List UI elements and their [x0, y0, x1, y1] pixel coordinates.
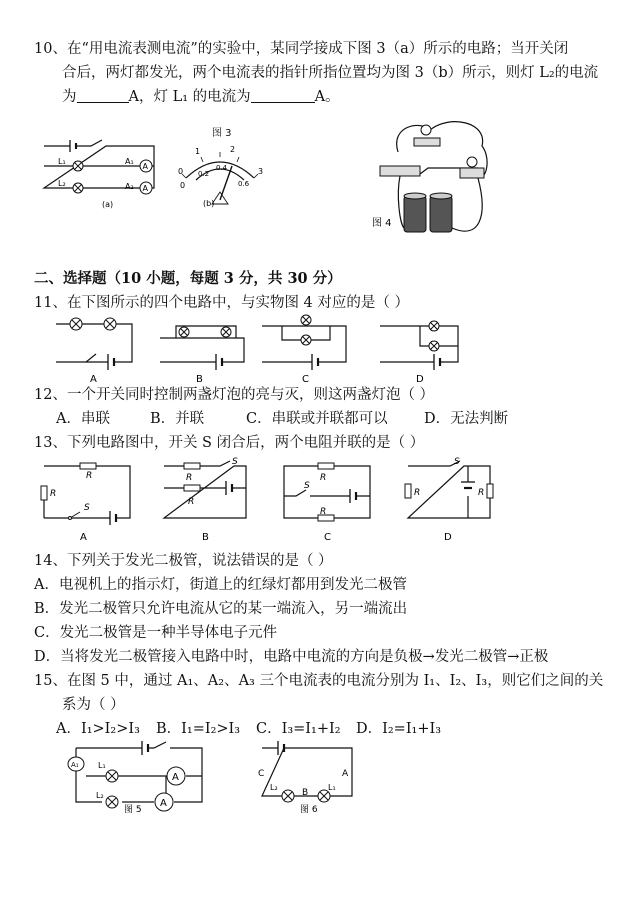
fig3a-caption: (a) — [102, 200, 114, 209]
fig3a-label-l2: L₂ — [58, 179, 66, 188]
fig3a-label-a1: A₁ — [125, 157, 134, 166]
fig6-label-l1: L₁ — [328, 783, 336, 792]
dial-outer-tick-2: 2 — [230, 145, 236, 154]
fig6-label-c: C — [258, 769, 265, 779]
q13-a-r-label-2: R — [50, 489, 57, 499]
q15-option-b[interactable]: B．I₁=I₂>I₃ — [156, 721, 241, 737]
q15-option-d[interactable]: D．I₂=I₁+I₃ — [356, 721, 442, 737]
answer-blank-2[interactable] — [251, 88, 315, 103]
fig6-circuit-diagram — [256, 742, 360, 816]
fig4-caption: 图 4 — [372, 218, 392, 229]
q14-option-b[interactable]: B．发光二极管只允许电流从它的某一端流入，另一端流出 — [34, 601, 408, 617]
fig3a-ammeter-1-symbol: A — [142, 162, 148, 171]
fig6-label-b: B — [302, 788, 309, 798]
q12-option-b[interactable]: B．并联 — [150, 411, 205, 427]
q15-stem-line2: 系为（ ） — [62, 697, 125, 713]
q13-stem: 13、下列电路图中，开关 S 闭合后，两个电阻并联的是（ ） — [34, 435, 425, 451]
fig3b-ammeter-dial — [172, 140, 268, 208]
q14-stem: 14、下列关于发光二极管，说法错误的是（ ） — [34, 553, 333, 569]
q13-b-s-label: S — [232, 457, 238, 467]
q12-stem: 12、一个开关同时控制两盏灯泡的亮与灭，则这两盏灯泡（ ） — [34, 387, 435, 403]
q13-b-r-label-2: R — [188, 497, 195, 507]
q13-option-d-label: D — [444, 532, 452, 543]
q11-stem: 11、在下图所示的四个电路中，与实物图 4 对应的是（ ） — [34, 295, 410, 311]
fig5-caption: 图 5 — [124, 805, 142, 815]
q14-option-a[interactable]: A．电视机上的指示灯，街道上的红绿灯都用到发光二极管 — [34, 577, 407, 593]
q15-stem-line1: 15、在图 5 中，通过 A₁、A₂、A₃ 三个电流表的电流分别为 I₁、I₂、I₃，则它们之间的关 — [34, 673, 604, 689]
dial-outer-tick-0: 0 — [178, 167, 184, 176]
answer-blank-1[interactable] — [77, 88, 129, 103]
fig3-title: 图 3 — [212, 128, 232, 139]
fig4-physical-circuit — [370, 116, 500, 244]
q10-line2: 合后，两灯都发光，两个电流表的指针所指位置均为图 3（b）所示，则灯 L₂的电流 — [62, 65, 599, 81]
fig5-ammeter-symbol-2: A — [160, 798, 167, 809]
fig3a-ammeter-2-symbol: A — [142, 184, 148, 193]
fig3b-caption: (b) — [203, 199, 215, 208]
fig6-caption: 图 6 — [300, 805, 318, 815]
q11-option-a-label: A — [90, 374, 97, 385]
section2-heading: 二、选择题（10 小题，每题 3 分，共 30 分） — [34, 270, 342, 287]
q10-line3-part-c: A。 — [314, 89, 340, 105]
fig5-label-a1: A₁ — [71, 761, 79, 769]
q13-c-r-label-2: R — [320, 507, 327, 517]
q13-d-s-label: S — [454, 457, 460, 467]
dial-inner-tick-0-4: 0.4 — [216, 164, 228, 172]
fig5-circuit-diagram — [62, 742, 212, 816]
q13-d-r-label-2: R — [478, 488, 485, 498]
q10-line3-part-b: A，灯 L₁ 的电流为 — [128, 89, 251, 105]
q14-option-d[interactable]: D．当将发光二极管接入电路中时，电路中电流的方向是负极→发光二极管→正极 — [34, 649, 549, 665]
q13-b-r-label-1: R — [186, 473, 193, 483]
dial-inner-tick-0-6: 0.6 — [238, 180, 250, 188]
q15-option-c[interactable]: C．I₃=I₁+I₂ — [256, 721, 341, 737]
q11-option-b-label: B — [196, 374, 203, 385]
q11-circuits — [50, 314, 470, 385]
q13-c-r-label-1: R — [320, 473, 327, 483]
fig5-label-l2: L₂ — [96, 791, 104, 800]
fig3a-label-l1: L₁ — [58, 157, 66, 166]
fig3a-circuit-diagram — [36, 138, 166, 210]
q13-option-c-label: C — [324, 532, 331, 543]
q13-option-b-label: B — [202, 532, 209, 543]
q12-option-a[interactable]: A．串联 — [56, 411, 110, 427]
q11-option-c-label: C — [302, 374, 309, 385]
fig5-label-l1: L₁ — [98, 761, 106, 770]
dial-outer-tick-1: 1 — [195, 147, 201, 156]
dial-inner-tick-0-2: 0.2 — [198, 170, 210, 178]
q15-option-a[interactable]: A．I₁>I₂>I₃ — [56, 721, 140, 737]
q13-option-a-label: A — [80, 532, 87, 543]
fig5-ammeter-symbol-1: A — [172, 772, 179, 783]
fig6-label-a: A — [342, 769, 349, 779]
q14-option-c[interactable]: C．发光二极管是一种半导体电子元件 — [34, 625, 278, 641]
q10-line1: 10、在“用电流表测电流”的实验中，某同学接成下图 3（a）所示的电路；当开关闭 — [34, 41, 569, 57]
fig6-label-l2: L₂ — [270, 783, 278, 792]
q11-option-d-label: D — [416, 374, 424, 385]
q10-line3 — [62, 88, 340, 106]
dial-outer-tick-3: 3 — [258, 167, 264, 176]
fig3a-label-a2: A₂ — [125, 182, 134, 191]
q12-option-d[interactable]: D．无法判断 — [424, 411, 509, 427]
q13-c-s-label: S — [304, 481, 310, 491]
dial-inner-tick-0: 0 — [180, 181, 186, 190]
q13-d-r-label-1: R — [414, 488, 421, 498]
q13-circuits — [40, 457, 500, 544]
q13-a-s-label: S — [84, 503, 90, 513]
q13-a-r-label-1: R — [86, 471, 93, 481]
q10-line3-part-a: 为 — [62, 89, 77, 105]
q12-option-c[interactable]: C．串联或并联都可以 — [246, 411, 388, 427]
